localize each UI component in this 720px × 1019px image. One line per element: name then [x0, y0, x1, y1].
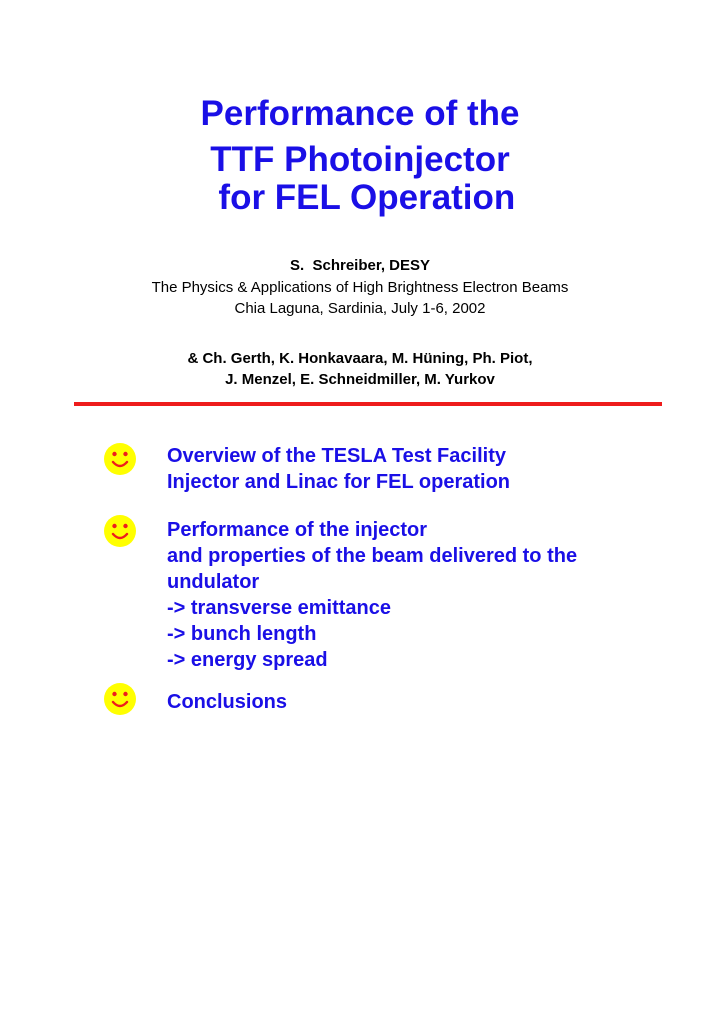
coauthors-line-1: & Ch. Gerth, K. Honkavaara, M. Hüning, Ph. Piot,	[187, 350, 533, 367]
slide-title-line-3: for FEL Operation	[208, 178, 516, 217]
conference-location-date: Chia Laguna, Sardinia, July 1-6, 2002	[234, 300, 486, 317]
bullet-overview	[167, 443, 510, 495]
bullet-line: and properties of the beam delivered to the	[167, 545, 578, 567]
bullet-line: -> bunch length	[167, 623, 317, 645]
bullet-line: Conclusions	[167, 691, 288, 713]
bullet-performance	[167, 517, 577, 673]
slide-title-line-2: TTF Photoinjector	[210, 140, 510, 179]
bullet-line: undulator	[167, 571, 260, 593]
coauthors-line-2: J. Menzel, E. Schneidmiller, M. Yurkov	[225, 371, 495, 388]
smiley-icon	[104, 683, 136, 715]
bullet-conclusions	[167, 689, 287, 715]
divider	[74, 402, 662, 406]
bullet-line: -> transverse emittance	[167, 597, 392, 619]
smiley-icon	[104, 443, 136, 475]
smiley-icon	[104, 515, 136, 547]
bullet-line: -> energy spread	[167, 649, 328, 671]
bullet-line: Overview of the TESLA Test Facility	[167, 445, 506, 467]
conference-name: The Physics & Applications of High Brightness Electron Beams	[151, 279, 569, 296]
author: S. Schreiber, DESY	[289, 257, 431, 274]
bullet-line: Performance of the injector	[167, 519, 428, 541]
bullet-line: Injector and Linac for FEL operation	[167, 471, 510, 493]
slide-title-line-1: Performance of the	[200, 94, 520, 133]
